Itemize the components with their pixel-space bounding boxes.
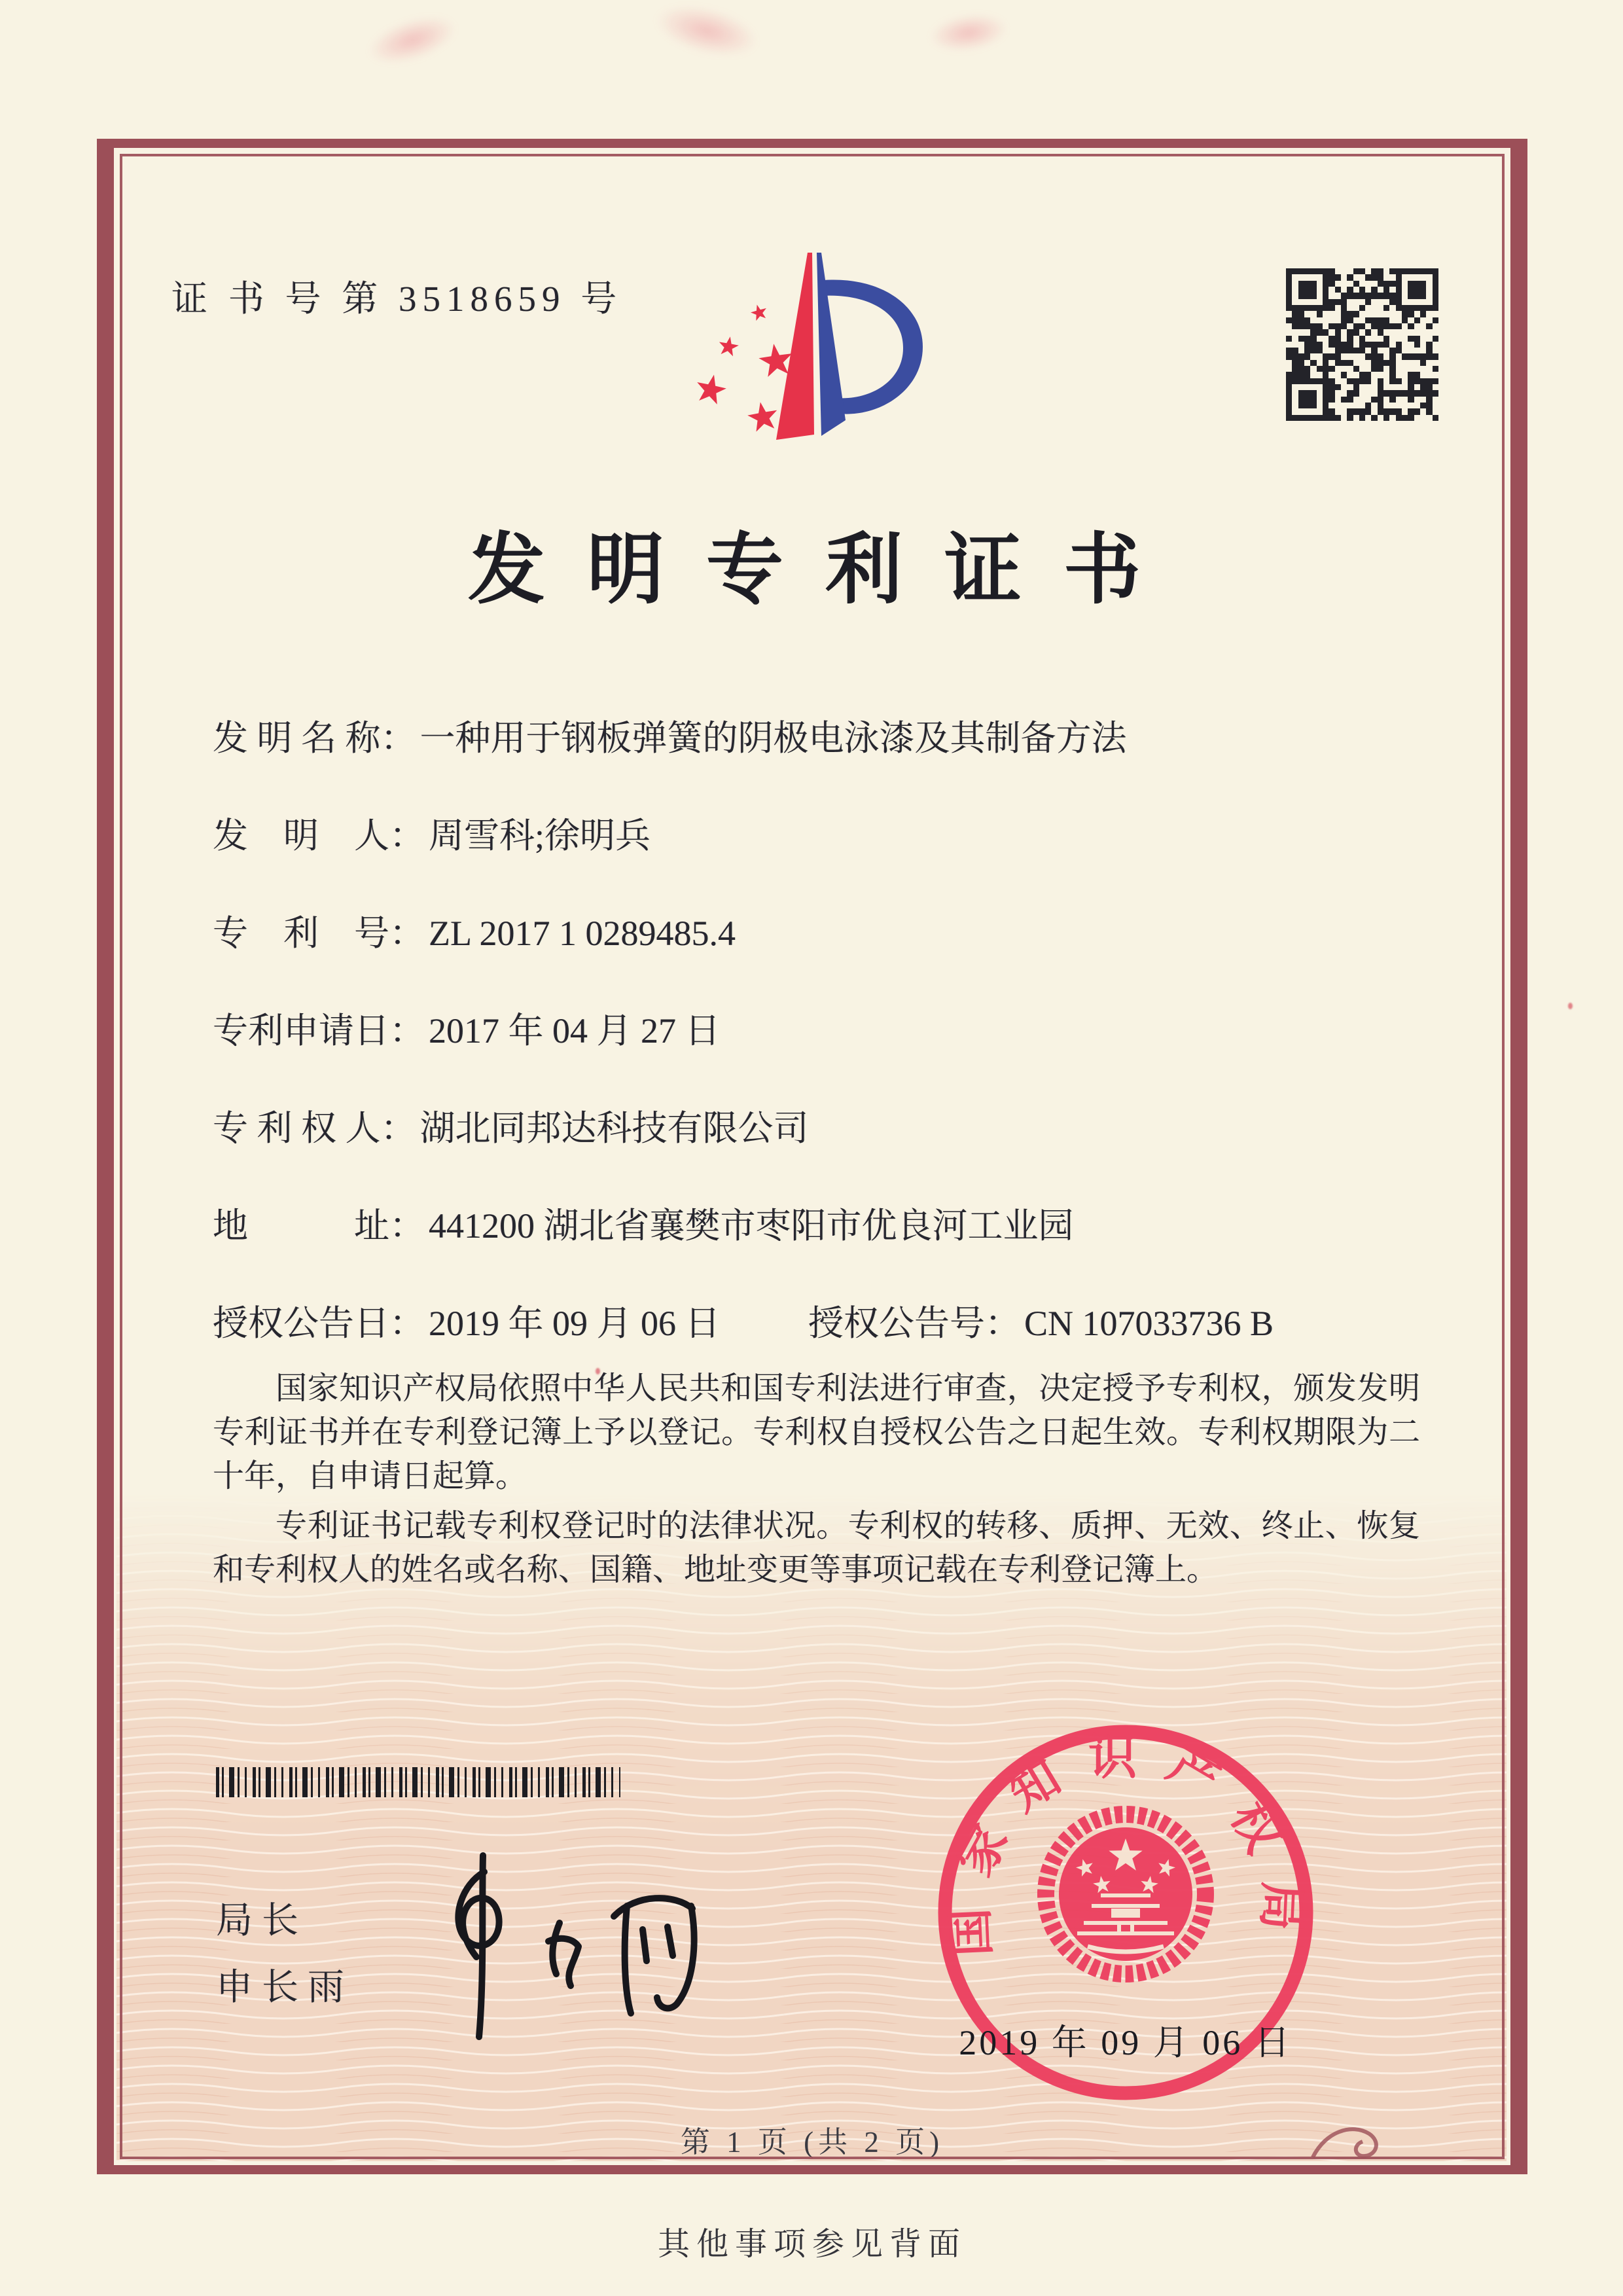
back-side-note: 其他事项参见背面	[657, 2226, 967, 2262]
field-label: 专 利 号：	[213, 914, 425, 953]
legal-paragraph: 国家知识产权局依照中华人民共和国专利法进行审查，决定授予专利权，颁发发明专利证书并在专利登记簿上予以登记。专利权自授权公告之日起生效。专利权期限为二十年，自申请日起算。	[213, 1371, 1420, 1494]
logo-star-icon	[749, 302, 769, 321]
bleed-mark	[651, 0, 763, 65]
field-label: 专利申请日：	[213, 1011, 425, 1050]
director-title-label: 局长	[216, 1901, 308, 1941]
field-label: 发 明 名 称：	[213, 719, 416, 758]
grant-date-value: 2019 年 09 月 06 日	[429, 1304, 721, 1343]
legal-paragraph: 专利证书记载专利权登记时的法律状况。专利权的转移、质押、无效、终止、恢复和专利权人的姓名或名称、国籍、地址变更等事项记载在专利登记簿上。	[213, 1509, 1420, 1587]
field-value: 2017 年 04 月 27 日	[429, 1011, 721, 1050]
page-title: 发明专利证书	[467, 528, 1183, 613]
qr-code	[1286, 268, 1438, 421]
grant-number-value: CN 107033736 B	[1024, 1304, 1274, 1343]
field-row-invention-name	[213, 710, 1420, 761]
field-row-patentee	[213, 1100, 1420, 1151]
field-label: 专 利 权 人：	[213, 1109, 416, 1148]
field-value: 441200 湖北省襄樊市枣阳市优良河工业园	[429, 1206, 1074, 1246]
field-value: 周雪科;徐明兵	[429, 816, 651, 855]
field-label: 地 址：	[213, 1206, 425, 1246]
director-name-label: 申长雨	[216, 1967, 353, 2008]
field-value: 湖北同邦达科技有限公司	[419, 1109, 809, 1148]
logo-red-wedge	[776, 253, 814, 440]
bleed-mark	[927, 9, 1010, 56]
seal-ring-text: 国家知识产权局	[942, 1731, 1309, 1958]
field-value: ZL 2017 1 0289485.4	[429, 914, 736, 953]
legal-text-block	[213, 1367, 1420, 1592]
seal-national-emblem	[1046, 1814, 1205, 1974]
page-number: 第 1 页 (共 2 页)	[680, 2126, 944, 2159]
certificate-number: 证 书 号 第 3518659 号	[171, 279, 623, 319]
seal-date: 2019 年 09 月 06 日	[959, 2023, 1293, 2062]
field-label: 发 明 人：	[213, 816, 425, 855]
grant-number-label: 授权公告号：	[808, 1304, 1020, 1343]
logo-star-icon	[745, 399, 779, 433]
field-row-address	[213, 1198, 1420, 1248]
logo-star-icon	[717, 335, 740, 357]
grant-number-pair	[808, 1295, 1274, 1346]
cnipa-logo	[692, 249, 932, 445]
field-row-grant	[213, 1295, 1420, 1346]
field-row-filing-date	[213, 1003, 1420, 1053]
director-signature	[406, 1846, 713, 2042]
field-row-inventor	[213, 808, 1420, 858]
barcode	[216, 1767, 620, 1797]
bleed-mark	[363, 7, 462, 73]
grant-date-label: 授权公告日：	[213, 1304, 425, 1343]
field-row-patent-number	[213, 905, 1420, 956]
ink-speck	[1568, 1003, 1573, 1009]
field-value: 一种用于钢板弹簧的阴极电泳漆及其制备方法	[419, 719, 1127, 758]
logo-star-icon	[694, 372, 729, 406]
